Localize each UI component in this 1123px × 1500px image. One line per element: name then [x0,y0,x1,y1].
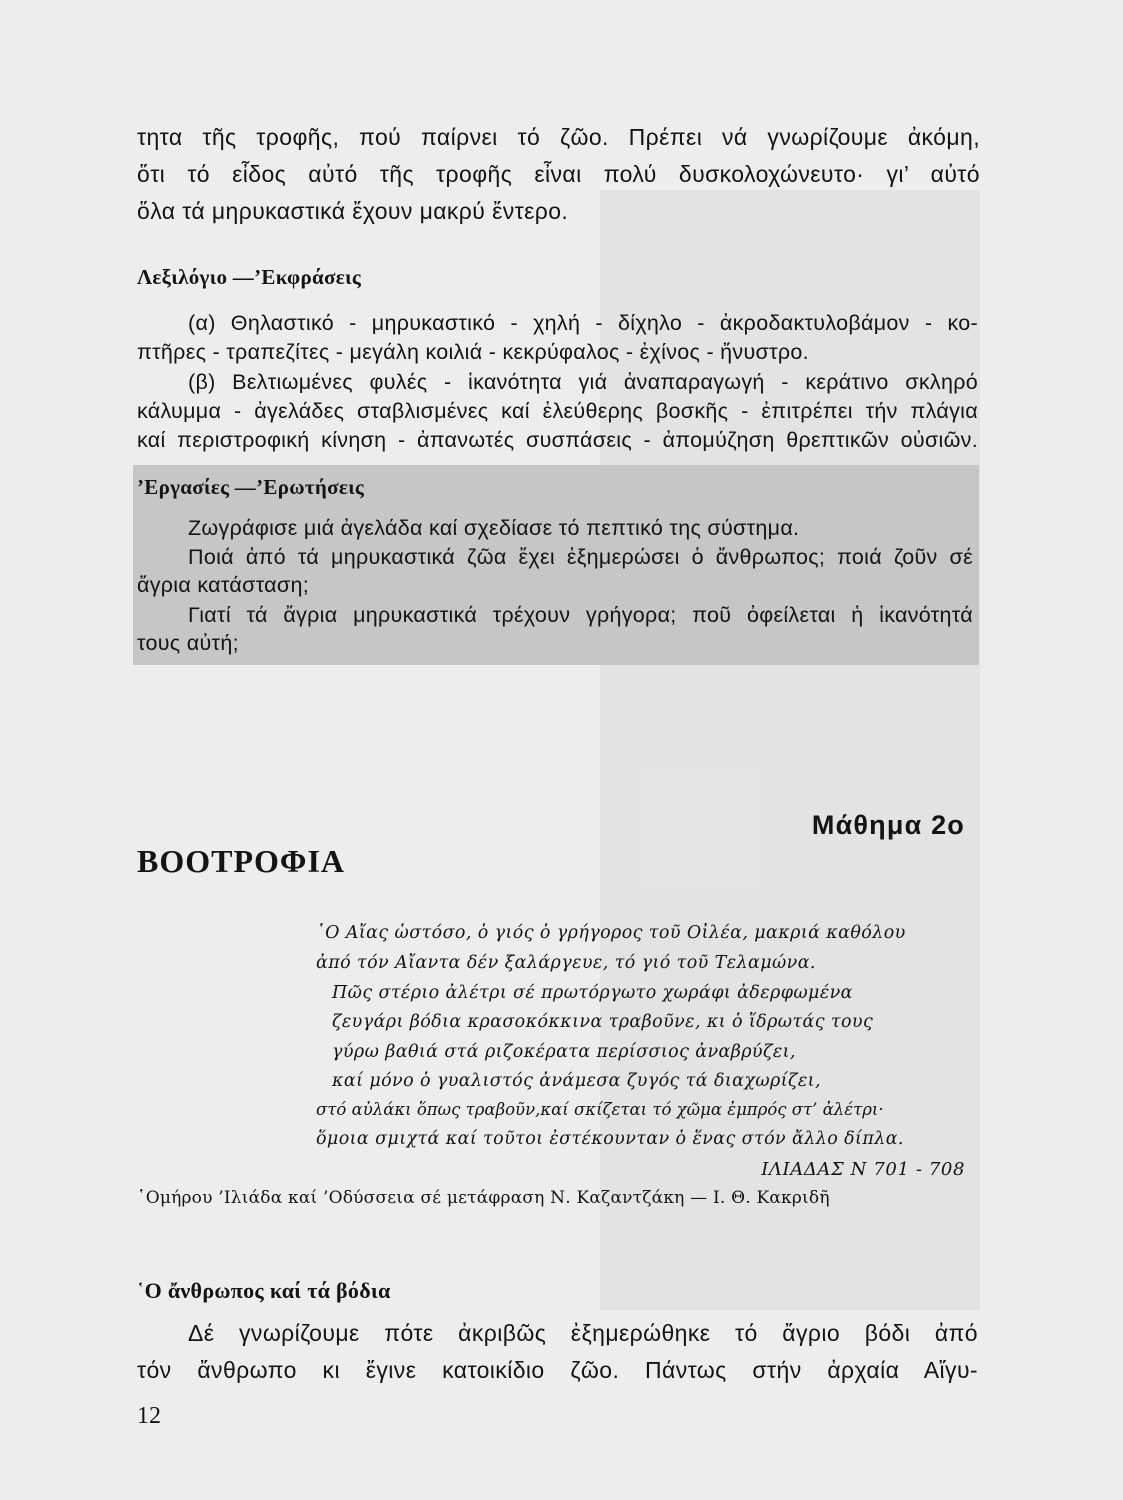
subsection-line: Δέ γνωρίζουμε πότε ἀκριβῶς ἐξημερώθηκε τό ἄγριο βόδι ἀπό [188,1320,978,1346]
poem-reference: ΙΛΙΑΔΑΣ Ν 701 - 708 [761,1159,965,1180]
intro-line: ὅλα τά μηρυκαστικά ἔχουν μακρύ ἔντερο. [137,198,569,224]
vocab-heading: Λεξιλόγιο —’Εκφράσεις [137,265,361,289]
intro-line: ὅτι τό εἶδος αὐτό τῆς τροφῆς εἶναι πολύ δυσκολοχώνευτο· γι’ αὐτό [137,161,980,187]
poem-line: ζευγάρι βόδια κρασοκόκκινα τραβοῦνε, κι ὁ ἵδρωτάς τους [332,1012,874,1032]
poem-line: Πῶς στέριο ἀλέτρι σέ πρωτόργωτο χωράφι ἀδερφωμένα [332,983,853,1003]
poem-line: στό αὐλάκι ὅπως τραβοῦν,καί σκίζεται τό χῶμα ἐμπρός στ’ ἀλέτρι· [316,1100,884,1119]
poem-source: ῾Ομήρου ’Ιλιάδα καί ’Οδύσσεια σέ μετάφραση Ν. Καζαντζάκη — Ι. Θ. Κακριδῆ [137,1188,830,1208]
vocab-line: κάλυμμα - ἀγελάδες σταβλισμένες καί ἐλεύθερης βοσκῆς - ἐπιτρέπει τήν πλάγια [137,399,978,423]
vocab-line: πτῆρες - τραπεζίτες - μεγάλη κοιλιά - κεκρύφαλος - ἐχίνος - ἤνυστρο. [137,340,809,364]
vocab-line: (α) Θηλαστικό - μηρυκαστικό - χηλή - δίχηλο - ἀκροδακτυλοβάμον - κο- [188,311,978,335]
task-line: Ζωγράφισε μιά ἀγελάδα καί σχεδίασε τό πεπτικό της σύστημα. [188,516,800,540]
vocab-line: (β) Βελτιωμένες φυλές - ἱκανότητα γιά ἀναπαραγωγή - κεράτινο σκληρό [188,370,978,394]
task-line: τους αὐτή; [137,631,239,655]
task-line: ἄγρια κατάσταση; [137,573,310,597]
task-line: Ποιά ἀπό τά μηρυκαστικά ζῶα ἔχει ἐξημερώσει ὁ ἄνθρωπος; ποιά ζοῦν σέ [188,545,973,569]
poem-line: ἀπό τόν Αἴαντα δέν ξαλάργευε, τό γιό τοῦ Τελαμώνα. [316,953,816,973]
section-title: ΒΟΟΤΡΟΦΙΑ [137,843,345,879]
subsection-heading: ῾Ο ἄνθρωπος καί τά βόδια [137,1278,391,1303]
lesson-label: Μάθημα 2ο [811,810,965,840]
poem-line: ῾Ο Αἴας ὡστόσο, ὁ γιός ὁ γρήγορος τοῦ Οἰλέα, μακριά καθόλου [316,923,906,943]
poem-line: ὅμοια σμιχτά καί τοῦτοι ἐστέκουνταν ὁ ἕνας στόν ἄλλο δίπλα. [316,1129,904,1149]
intro-line: τητα τῆς τροφῆς, πού παίρνει τό ζῶο. Πρέπει νά γνωρίζουμε ἀκόμη, [137,124,980,150]
tasks-heading: ’Εργασίες —’Ερωτήσεις [137,475,365,499]
poem-line: καί μόνο ὁ γυαλιστός ἀνάμεσα ζυγός τά διαχωρίζει, [332,1071,821,1091]
poem-line: γύρω βαθιά στά ριζοκέρατα περίσσιος ἀναβρύζει, [332,1042,796,1062]
subsection-line: τόν ἄνθρωπο κι ἔγινε κατοικίδιο ζῶο. Πάντως στήν ἀρχαία Αἴγυ- [137,1357,978,1383]
page-number: 12 [137,1403,161,1429]
task-line: Γιατί τά ἄγρια μηρυκαστικά τρέχουν γρήγορα; ποῦ ὀφείλεται ἡ ἱκανότητά [188,603,973,627]
vocab-line: καί περιστροφική κίνηση - ἀπανωτές συσπάσεις - ἀπομύζηση θρεπτικῶν οὐσιῶν. [137,428,978,452]
